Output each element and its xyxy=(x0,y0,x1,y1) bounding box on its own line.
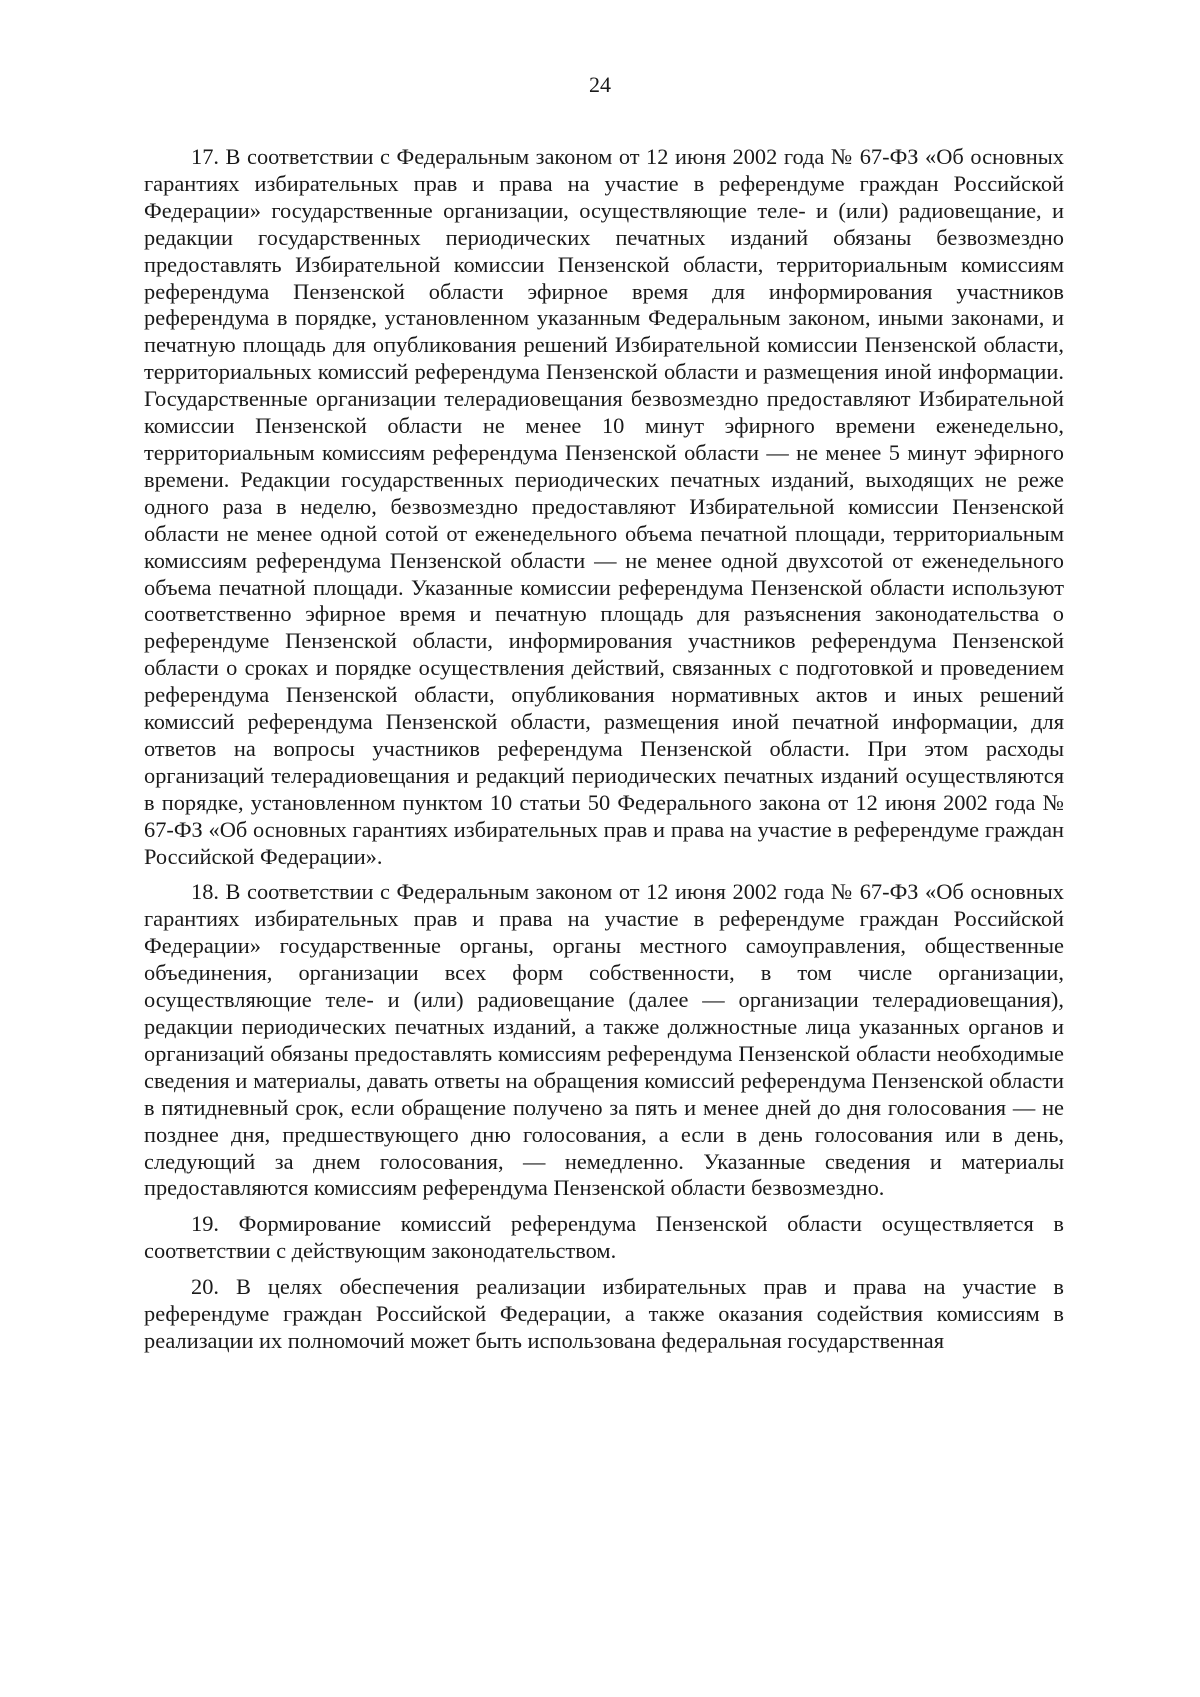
page-number: 24 xyxy=(589,72,611,97)
paragraph-20: 20. В целях обеспечения реализации избирательных прав и права на участие в референдуме граждан Российской Федерации, а также оказания содействия комиссиям в реализации их полномочий может быть использована федеральная государственная xyxy=(144,1274,1064,1353)
document-body xyxy=(144,144,1064,1364)
paragraph-17: 17. В соответствии с Федеральным законом от 12 июня 2002 года № 67-ФЗ «Об основных гарантиях избирательных прав и права на участие в референдуме граждан Российской Федерации» государственные организации, осуществляющие теле- и (или) радиовещание, и редакции государственных периодических печатных изданий обязаны безвозмездно предоставлять Избирательной комиссии Пензенской области, территориальным комиссиям референдума Пензенской области эфирное время для информирования участников референдума в порядке, установленном указанным Федеральным законом, иными законами, и печатную площадь для опубликования решений Избирательной комиссии Пензенской области, территориальных комиссий референдума Пензенской области и размещения иной информации. Государственные организации телерадиовещания безвозмездно предоставляют Избирательной комиссии Пензенской области не менее 10 минут эфирного времени еженедельно, территориальным комиссиям референдума Пензенской области — не менее 5 минут эфирного времени. Редакции государственных периодических печатных изданий, выходящих не реже одного раза в неделю, безвозмездно предоставляют Избирательной комиссии Пензенской области не менее одной сотой от еженедельного объема печатной площади, территориальным комиссиям референдума Пензенской области — не менее одной двухсотой от еженедельного объема печатной площади. Указанные комиссии референдума Пензенской области используют соответственно эфирное время и печатную площадь для разъяснения законодательства о референдуме Пензенской области, информирования участников референдума Пензенской области о сроках и порядке осуществления действий, связанных с подготовкой и проведением референдума Пензенской области, опубликования нормативных актов и иных решений комиссий референдума Пензенской области, размещения иной печатной информации, для ответов на вопросы участников референдума Пензенской области. При этом расходы организаций телерадиовещания и редакций периодических печатных изданий осуществляются в порядке, установленном пунктом 10 статьи 50 Федерального закона от 12 июня 2002 года № 67-ФЗ «Об основных гарантиях избирательных прав и права на участие в референдуме граждан Российской Федерации». xyxy=(144,144,1064,869)
paragraph-19: 19. Формирование комиссий референдума Пензенской области осуществляется в соответствии с действующим законодательством. xyxy=(144,1211,1064,1264)
paragraph-18: 18. В соответствии с Федеральным законом от 12 июня 2002 года № 67-ФЗ «Об основных гарантиях избирательных прав и права на участие в референдуме граждан Российской Федерации» государственные органы, органы местного самоуправления, общественные объединения, организации всех форм собственности, в том числе организации, осуществляющие теле- и (или) радиовещание (далее — организации телерадиовещания), редакции периодических печатных изданий, а также должностные лица указанных органов и организаций обязаны предоставлять комиссиям референдума Пензенской области необходимые сведения и материалы, давать ответы на обращения комиссий референдума Пензенской области в пятидневный срок, если обращение получено за пять и менее дней до дня голосования — не позднее дня, предшествующего дню голосования, а если в день голосования или в день, следующий за днем голосования, — немедленно. Указанные сведения и материалы предоставляются комиссиям референдума Пензенской области безвозмездно. xyxy=(144,879,1064,1201)
